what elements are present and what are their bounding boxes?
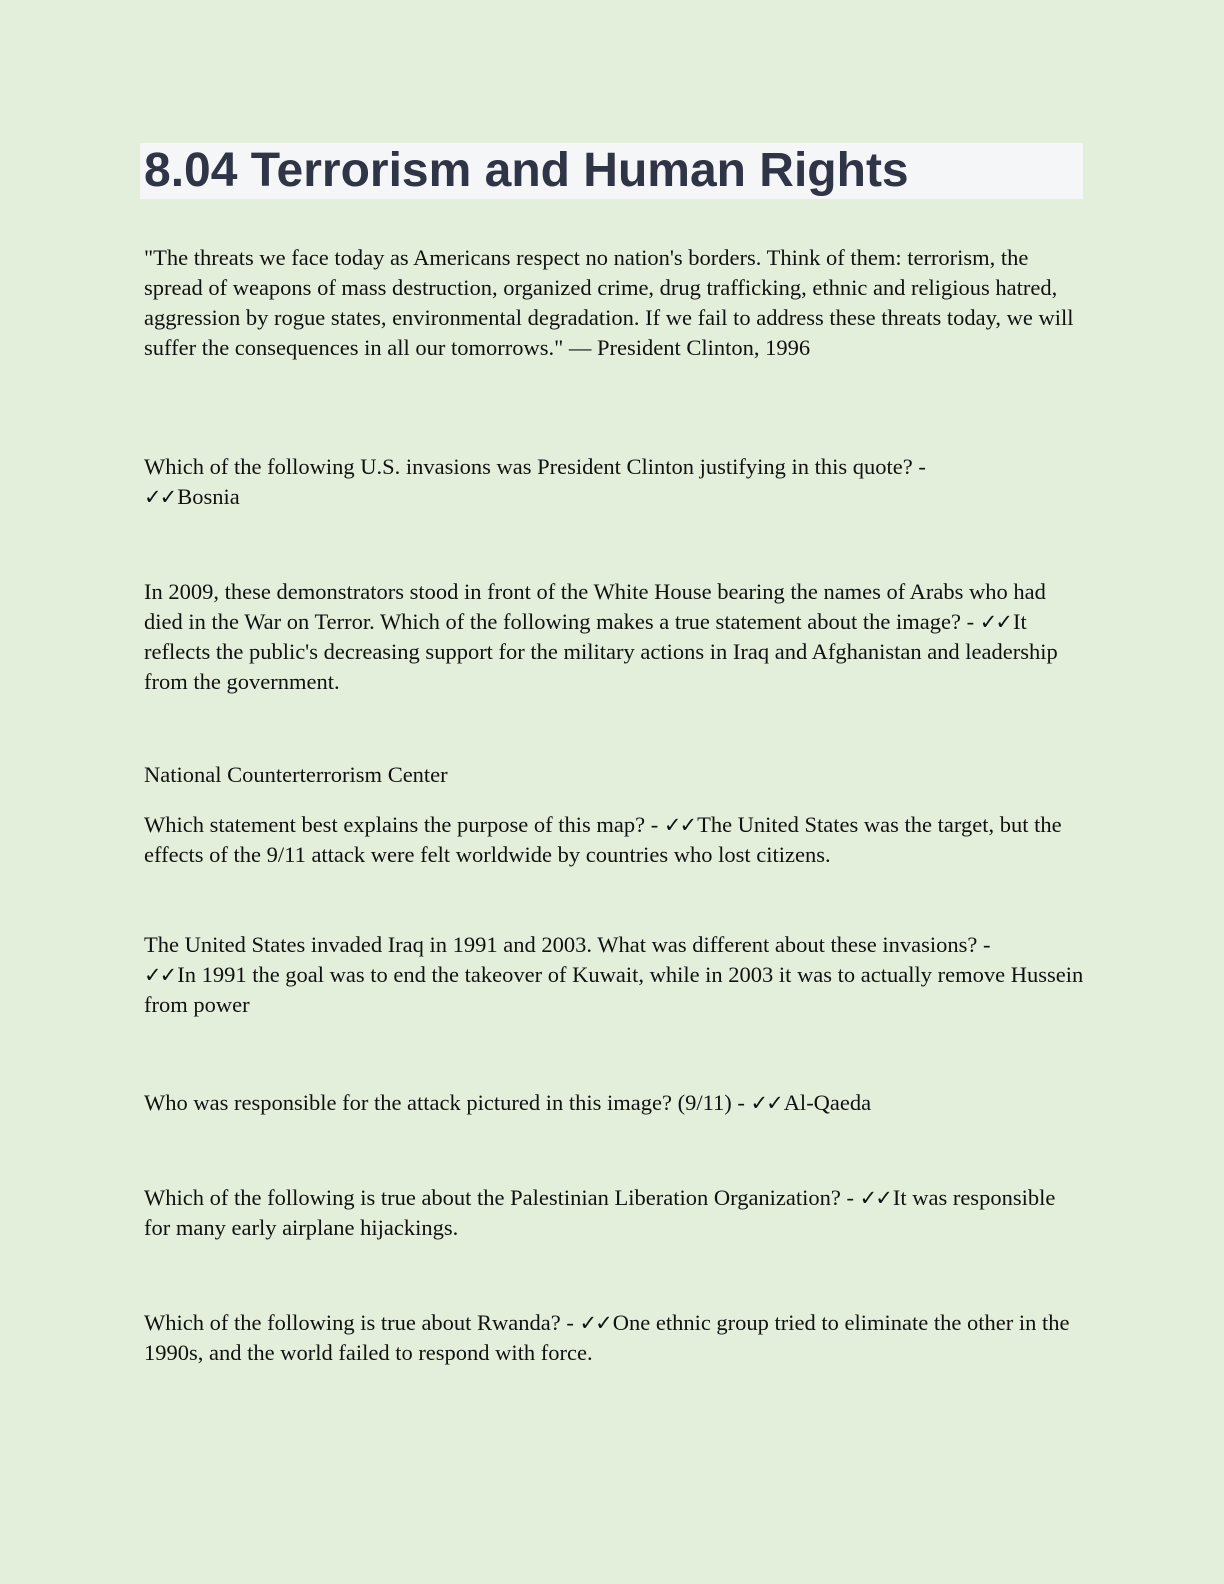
question-text: Who was responsible for the attack pictured in this image? (9/11) - [144,1090,745,1115]
check-icon: ✓✓ [979,610,1011,634]
check-icon: ✓✓ [750,1091,782,1115]
answer-text: One ethnic group tried to eliminate the other in the 1990s, and the world failed to respond with force. [144,1310,1070,1365]
qa-item [144,452,1084,512]
qa-item [144,930,1084,1020]
qa-item [144,1088,1084,1118]
question-text: Which of the following U.S. invasions was President Clinton justifying in this quote? - [144,454,926,479]
check-icon: ✓✓ [579,1311,611,1335]
answer-text: Al-Qaeda [783,1090,872,1115]
check-icon: ✓✓ [859,1186,891,1210]
qa-item [144,577,1084,697]
qa-item [144,810,1084,870]
check-icon: ✓✓ [663,813,696,837]
answer-text: It was responsible for many early airplane hijackings. [144,1185,1056,1240]
answer-text: Bosnia [177,484,240,509]
page-title: 8.04 Terrorism and Human Rights [144,144,909,197]
question-text: Which of the following is true about Rwanda? - [144,1310,574,1335]
question-text: Which of the following is true about the Palestinian Liberation Organization? - [144,1185,855,1210]
question-text: In 2009, these demonstrators stood in front of the White House bearing the names of Arabs who had died in the War on Terror. Which of the following makes a true statement about the image? - [144,579,1046,634]
qa-item [144,1308,1084,1368]
question-text: Which statement best explains the purpose of this map? - [144,812,659,837]
qa-item [144,1183,1084,1243]
answer-text: It reflects the public's decreasing support for the military actions in Iraq and Afghanistan and leadership from the government. [144,609,1058,694]
answer-text: In 1991 the goal was to end the takeover of Kuwait, while in 2003 it was to actually remove Hussein from power [144,962,1084,1017]
quote-paragraph: "The threats we face today as Americans respect no nation's borders. Think of them: terrorism, the spread of weapons of mass destruction, organized crime, drug trafficking, ethnic and religious hatred, aggression by rogue states, environmental degradation. If we fail to address these threats today, we will suffer the consequences in all our tomorrows." — President Clinton, 1996 [144,245,1074,360]
question-text: The United States invaded Iraq in 1991 and 2003. What was different about these invasions? - [144,932,991,957]
section-heading: National Counterterrorism Center [144,762,448,787]
check-icon: ✓✓ [144,485,176,509]
check-icon: ✓✓ [144,963,176,987]
answer-text: The United States was the target, but the effects of the 9/11 attack were felt worldwide by countries who lost citizens. [144,812,1062,867]
